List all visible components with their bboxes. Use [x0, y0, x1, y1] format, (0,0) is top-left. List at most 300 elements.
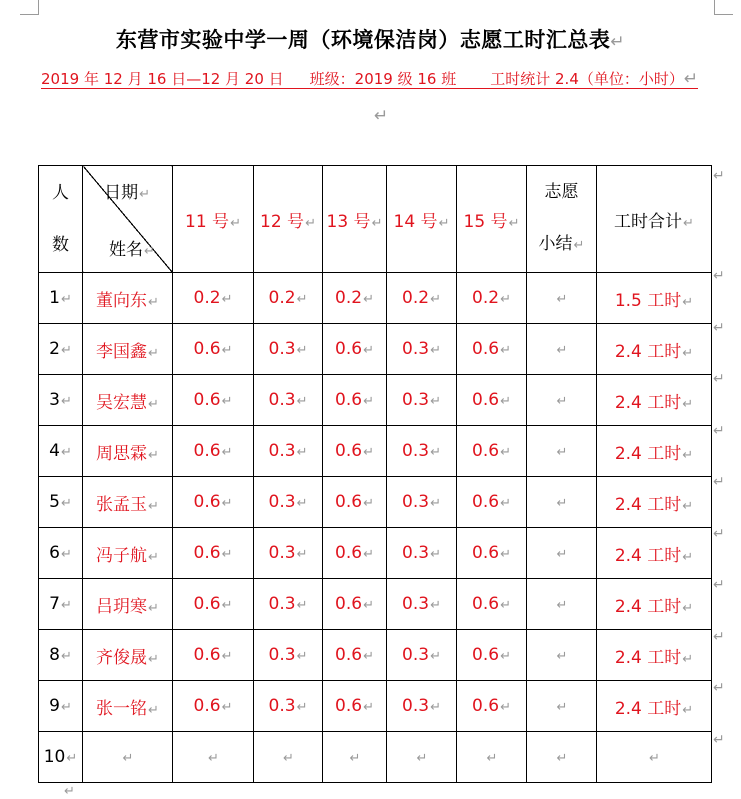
paragraph-mark-icon: ↵ [486, 751, 498, 766]
paragraph-mark-icon: ↵ [556, 496, 568, 511]
student-name: 冯子航 [96, 545, 148, 566]
row-end-mark-icon: ↵ [713, 577, 725, 593]
class-label: 班级：2019 级 16 班 [309, 70, 457, 88]
hours-cell[interactable] [254, 528, 323, 579]
paragraph-mark-icon: ↵ [148, 396, 159, 412]
row-number-cell[interactable] [39, 579, 83, 630]
table-row [39, 630, 712, 681]
hours-value: 0.6 [472, 594, 500, 614]
hours-value: 0.6 [335, 390, 363, 410]
paragraph-mark-icon: ↵ [221, 394, 233, 409]
hours-value: 0.3 [268, 441, 296, 461]
total-cell[interactable] [597, 324, 712, 375]
summary-cell[interactable] [527, 528, 597, 579]
paragraph-mark-icon: ↵ [682, 294, 694, 310]
hours-value: 0.3 [402, 492, 430, 512]
total-value: 2.4 工时 [614, 698, 682, 719]
hours-value: 0.6 [335, 339, 363, 359]
hours-value: 0.3 [402, 594, 430, 614]
day-label: 15 号 [463, 211, 508, 232]
student-name: 吴宏慧 [96, 392, 148, 413]
paragraph-mark-icon: ↵ [500, 394, 511, 409]
paragraph-mark-icon: ↵ [683, 215, 694, 231]
header-total-cell[interactable] [597, 166, 712, 273]
hours-cell[interactable] [254, 630, 323, 681]
date-label: 日期 [104, 183, 139, 203]
paragraph-mark-icon: ↵ [682, 498, 694, 514]
paragraph-mark-icon: ↵ [573, 238, 585, 253]
row-end-mark-icon: ↵ [713, 371, 725, 387]
paragraph-mark-icon: ↵ [683, 69, 699, 89]
paragraph-mark-icon: ↵ [305, 215, 316, 231]
hours-value: 0.6 [335, 543, 363, 563]
hours-cell[interactable] [254, 732, 323, 783]
hours-value: 0.3 [268, 594, 296, 614]
hours-cell[interactable] [323, 324, 387, 375]
hours-value: 0.6 [335, 492, 363, 512]
paragraph-mark-icon: ↵ [60, 649, 72, 664]
row-number: 3 [49, 390, 60, 410]
paragraph-mark-icon: ↵ [208, 751, 219, 766]
paragraph-mark-icon: ↵ [60, 343, 72, 358]
table-row [39, 681, 712, 732]
student-name: 周思霖 [96, 443, 148, 464]
paragraph-mark-icon: ↵ [682, 396, 694, 412]
paragraph-mark-icon: ↵ [139, 187, 150, 202]
row-number-cell[interactable] [39, 681, 83, 732]
paragraph-mark-icon: ↵ [430, 649, 441, 664]
hours-cell[interactable] [387, 579, 457, 630]
header-summary-cell[interactable] [527, 166, 597, 273]
date-range: 2019 年 12 月 16 日—12 月 20 日 [41, 70, 284, 88]
hours-cell[interactable] [254, 579, 323, 630]
hours-value: 0.6 [193, 339, 221, 359]
day-label: 11 号 [185, 211, 230, 232]
hours-cell[interactable] [387, 681, 457, 732]
paragraph-mark-icon: ↵ [556, 598, 568, 613]
hours-cell[interactable] [387, 477, 457, 528]
hours-value: 0.6 [193, 492, 221, 512]
hours-value: 0.6 [335, 696, 363, 716]
hours-value: 0.6 [472, 441, 500, 461]
hours-cell[interactable] [457, 681, 527, 732]
paragraph-mark-icon: ↵ [556, 547, 568, 562]
student-name: 董向东 [96, 290, 148, 311]
document-title[interactable]: 东营市实验中学一周（环境保洁岗）志愿工时汇总表↵ [115, 28, 626, 52]
hours-cell[interactable] [173, 426, 254, 477]
hours-cell[interactable] [173, 579, 254, 630]
paragraph-mark-icon: ↵ [296, 649, 308, 664]
table-row [39, 528, 712, 579]
paragraph-mark-icon: ↵ [148, 498, 159, 514]
hours-value: 0.6 [472, 390, 500, 410]
row-end-mark-icon: ↵ [713, 680, 725, 696]
hours-value: 0.3 [402, 441, 430, 461]
hours-value: 0.3 [402, 543, 430, 563]
hours-cell[interactable] [457, 426, 527, 477]
paragraph-mark-icon: ↵ [60, 292, 72, 307]
row-end-mark-icon: ↵ [713, 525, 725, 542]
student-name-cell[interactable] [83, 477, 173, 528]
summary-cell[interactable] [527, 477, 597, 528]
paragraph-mark-icon: ↵ [363, 649, 374, 664]
hours-cell[interactable] [323, 579, 387, 630]
hours-cell[interactable] [173, 681, 254, 732]
header-day-cell[interactable] [457, 166, 527, 273]
hours-value: 0.3 [268, 390, 296, 410]
table-row [39, 375, 712, 426]
paragraph-mark-icon: ↵ [230, 215, 241, 231]
row-number-cell[interactable] [39, 426, 83, 477]
paragraph-mark-icon: ↵ [148, 447, 159, 463]
paragraph-mark-icon: ↵ [682, 447, 694, 463]
paragraph-mark-icon: ↵ [430, 496, 441, 511]
paragraph-mark-icon: ↵ [283, 751, 294, 766]
row-end-mark-icon: ↵ [713, 731, 725, 748]
paragraph-mark-icon: ↵ [66, 751, 78, 766]
summary-cell[interactable] [527, 630, 597, 681]
row-number: 8 [49, 645, 60, 665]
hours-value: 0.6 [193, 594, 221, 614]
hours-cell[interactable] [173, 324, 254, 375]
hours-cell[interactable] [173, 528, 254, 579]
row-end-mark-icon: ↵ [713, 474, 725, 490]
hours-cell[interactable] [254, 681, 323, 732]
hours-cell[interactable] [173, 477, 254, 528]
summary-cell[interactable] [527, 681, 597, 732]
student-name: 张一铭 [96, 698, 148, 719]
paragraph-mark-icon: ↵ [430, 445, 441, 460]
hours-cell[interactable] [387, 630, 457, 681]
paragraph-mark-icon: ↵ [296, 445, 308, 460]
hours-cell[interactable] [323, 273, 387, 324]
paragraph-mark-icon: ↵ [148, 600, 159, 616]
paragraph-mark-icon: ↵ [296, 547, 308, 562]
hours-cell[interactable] [457, 273, 527, 324]
summary-cell[interactable] [527, 324, 597, 375]
hours-cell[interactable] [323, 375, 387, 426]
row-end-mark-icon: ↵ [713, 319, 725, 336]
paragraph-mark-icon: ↵ [296, 598, 308, 613]
row-end-mark-icon: ↵ [713, 628, 725, 645]
day-label: 14 号 [393, 211, 438, 232]
paragraph-mark-icon: ↵ [363, 292, 374, 307]
hours-cell[interactable] [387, 732, 457, 783]
summary-cell[interactable] [527, 579, 597, 630]
total-value: 2.4 工时 [614, 647, 682, 668]
document-subtitle[interactable] [41, 70, 698, 89]
total-cell[interactable] [597, 426, 712, 477]
paragraph-mark-icon: ↵ [148, 651, 159, 667]
paragraph-mark-icon: ↵ [500, 292, 511, 307]
hours-cell[interactable] [387, 528, 457, 579]
hours-cell[interactable] [323, 732, 387, 783]
student-name-cell[interactable] [83, 579, 173, 630]
hours-value: 0.6 [193, 543, 221, 563]
hours-value: 0.3 [402, 696, 430, 716]
total-cell[interactable] [597, 477, 712, 528]
paragraph-mark-icon: ↵ [221, 343, 233, 358]
hours-value: 0.6 [193, 645, 221, 665]
paragraph-mark-icon: ↵ [296, 394, 308, 409]
hours-cell[interactable] [323, 630, 387, 681]
hours-cell[interactable] [254, 375, 323, 426]
paragraph-mark-icon: ↵ [60, 445, 72, 460]
hours-value: 0.3 [268, 339, 296, 359]
hours-value: 0.6 [472, 543, 500, 563]
paragraph-mark-icon: ↵ [363, 547, 374, 562]
hours-cell[interactable] [457, 732, 527, 783]
row-number: 6 [49, 543, 60, 563]
hours-value: 0.6 [472, 339, 500, 359]
hours-cell[interactable] [457, 477, 527, 528]
row-number: 9 [49, 696, 60, 716]
paragraph-mark-icon: ↵ [296, 496, 308, 511]
name-label: 姓名 [109, 240, 143, 260]
student-name-cell[interactable] [83, 324, 173, 375]
count-label-bottom: 数 [52, 235, 69, 255]
hours-cell[interactable] [173, 273, 254, 324]
header-day-cell[interactable] [387, 166, 457, 273]
page-corner-top-right [714, 0, 733, 15]
hours-value: 0.6 [472, 696, 500, 716]
paragraph-mark-icon: ↵ [221, 547, 233, 562]
paragraph-mark-icon: ↵ [363, 343, 374, 358]
summary-cell[interactable] [527, 426, 597, 477]
hours-cell[interactable] [387, 273, 457, 324]
paragraph-mark-icon: ↵ [363, 496, 374, 511]
header-day-cell[interactable] [173, 166, 254, 273]
total-cell[interactable] [597, 579, 712, 630]
paragraph-mark-icon: ↵ [649, 751, 660, 766]
student-name: 李国鑫 [96, 341, 148, 362]
hours-value: 0.3 [268, 645, 296, 665]
paragraph-mark-icon: ↵ [371, 215, 383, 231]
row-number-cell[interactable] [39, 732, 83, 783]
hours-cell[interactable] [254, 426, 323, 477]
row-number-cell[interactable] [39, 630, 83, 681]
paragraph-mark-icon: ↵ [60, 598, 72, 613]
paragraph-mark-icon: ↵ [556, 649, 568, 664]
paragraph-mark-icon: ↵ [221, 700, 233, 715]
header-diagonal-cell[interactable] [83, 166, 173, 273]
hours-cell[interactable] [323, 528, 387, 579]
hours-cell[interactable] [254, 273, 323, 324]
hours-cell[interactable] [457, 528, 527, 579]
total-value: 2.4 工时 [614, 443, 682, 464]
student-name: 吕玥寒 [96, 596, 148, 617]
paragraph-mark-icon: ↵ [682, 345, 694, 361]
count-label-top: 人 [52, 183, 69, 203]
hours-value: 0.3 [268, 696, 296, 716]
table-row [39, 426, 712, 477]
hours-cell[interactable] [457, 324, 527, 375]
paragraph-mark-icon: ↵ [363, 598, 374, 613]
total-value: 2.4 工时 [614, 392, 682, 413]
paragraph-mark-icon: ↵ [148, 549, 159, 565]
hours-note: 工时统计 2.4（单位：小时） [490, 70, 684, 88]
student-name-cell[interactable] [83, 732, 173, 783]
hours-value: 0.6 [193, 390, 221, 410]
hours-cell[interactable] [387, 426, 457, 477]
paragraph-mark-icon: ↵ [682, 651, 694, 667]
paragraph-mark-icon: ↵ [221, 649, 233, 664]
row-number-cell[interactable] [39, 528, 83, 579]
total-cell[interactable] [597, 732, 712, 783]
row-end-mark-icon: ↵ [713, 268, 725, 284]
total-value: 2.4 工时 [614, 341, 682, 362]
paragraph-mark-icon: ↵ [148, 702, 159, 718]
hours-value: 0.6 [335, 441, 363, 461]
row-number: 2 [49, 339, 60, 359]
row-number-cell[interactable] [39, 273, 83, 324]
hours-value: 0.6 [472, 645, 500, 665]
paragraph-mark-icon: ↵ [500, 700, 511, 715]
total-value: 2.4 工时 [614, 494, 682, 515]
hours-value: 0.3 [402, 339, 430, 359]
hours-cell[interactable] [457, 579, 527, 630]
paragraph-mark-icon: ↵ [430, 394, 441, 409]
paragraph-mark-icon: ↵ [556, 343, 568, 358]
row-number: 4 [49, 441, 60, 461]
paragraph-mark-icon: ↵ [349, 751, 361, 766]
paragraph-mark-icon: ↵ [500, 343, 511, 358]
header-day-cell[interactable] [254, 166, 323, 273]
summary-label-top: 志愿 [544, 182, 579, 202]
paragraph-mark-icon: ↵ [221, 496, 233, 511]
hours-cell[interactable] [387, 324, 457, 375]
hours-value: 0.2 [268, 288, 296, 308]
paragraph-mark-icon: ↵ [363, 700, 374, 715]
paragraph-mark-icon: ↵ [363, 394, 374, 409]
total-value: 2.4 工时 [614, 545, 682, 566]
paragraph-mark-icon: ↵ [148, 345, 159, 361]
summary-cell[interactable] [527, 273, 597, 324]
page-corner-top-left [20, 0, 39, 15]
paragraph-mark-icon: ↵ [430, 700, 441, 715]
paragraph-mark-icon: ↵ [144, 244, 155, 259]
paragraph-mark-icon: ↵ [556, 751, 568, 766]
paragraph-mark-icon: ↵ [508, 215, 520, 231]
student-name-cell[interactable] [83, 375, 173, 426]
student-name-cell[interactable] [83, 273, 173, 324]
paragraph-mark-icon: ↵ [438, 215, 450, 231]
hours-cell[interactable] [457, 375, 527, 426]
paragraph-mark-icon: ↵ [221, 292, 233, 307]
paragraph-mark-icon: ↵ [122, 751, 134, 766]
total-cell[interactable] [597, 273, 712, 324]
student-name-cell[interactable] [83, 681, 173, 732]
hours-table [38, 165, 712, 783]
row-end-mark-icon: ↵ [713, 168, 725, 184]
paragraph-mark-icon: ↵ [374, 106, 389, 126]
paragraph-mark-icon: ↵ [556, 700, 568, 715]
paragraph-mark-icon: ↵ [60, 700, 72, 715]
hours-value: 0.3 [268, 543, 296, 563]
paragraph-mark-icon: ↵ [682, 702, 694, 718]
table-row [39, 579, 712, 630]
paragraph-mark-icon: ↵ [500, 598, 511, 613]
paragraph-mark-icon: ↵ [363, 445, 374, 460]
header-count-cell[interactable] [39, 166, 83, 273]
paragraph-mark-icon: ↵ [296, 343, 308, 358]
paragraph-mark-icon: ↵ [500, 445, 511, 460]
hours-cell[interactable] [173, 630, 254, 681]
student-name-cell[interactable] [83, 630, 173, 681]
table-row [39, 477, 712, 528]
row-number: 7 [49, 594, 60, 614]
hours-value: 0.3 [402, 390, 430, 410]
row-number: 10 [43, 747, 66, 767]
paragraph-mark-icon: ↵ [556, 445, 568, 460]
row-number-cell[interactable] [39, 324, 83, 375]
total-label: 工时合计 [614, 211, 683, 232]
student-name-cell[interactable] [83, 528, 173, 579]
hours-value: 0.2 [472, 288, 500, 308]
paragraph-mark-icon: ↵ [610, 32, 626, 52]
paragraph-mark-icon: ↵ [148, 294, 159, 310]
hours-value: 0.6 [193, 696, 221, 716]
hours-cell[interactable] [323, 681, 387, 732]
paragraph-mark-icon: ↵ [64, 784, 75, 799]
row-end-mark-icon: ↵ [713, 422, 725, 439]
summary-cell[interactable] [527, 732, 597, 783]
total-value: 2.4 工时 [614, 596, 682, 617]
paragraph-mark-icon: ↵ [60, 394, 72, 409]
hours-cell[interactable] [387, 375, 457, 426]
paragraph-mark-icon: ↵ [60, 496, 72, 511]
hours-value: 0.2 [402, 288, 430, 308]
summary-label-bottom: 小结 [538, 234, 573, 254]
hours-cell[interactable] [254, 324, 323, 375]
hours-value: 0.3 [268, 492, 296, 512]
hours-cell[interactable] [173, 375, 254, 426]
hours-cell[interactable] [323, 477, 387, 528]
paragraph-mark-icon: ↵ [682, 600, 694, 616]
student-name: 张孟玉 [96, 494, 148, 515]
hours-value: 0.6 [193, 441, 221, 461]
row-number: 1 [49, 288, 60, 308]
hours-value: 0.6 [335, 645, 363, 665]
hours-value: 0.6 [335, 594, 363, 614]
paragraph-mark-icon: ↵ [430, 547, 441, 562]
row-number-cell[interactable] [39, 375, 83, 426]
hours-value: 0.3 [402, 645, 430, 665]
day-label: 13 号 [326, 211, 371, 232]
hours-value: 0.2 [193, 288, 221, 308]
summary-cell[interactable] [527, 375, 597, 426]
total-cell[interactable] [597, 630, 712, 681]
hours-value: 0.2 [335, 288, 363, 308]
hours-cell[interactable] [254, 477, 323, 528]
hours-cell[interactable] [323, 426, 387, 477]
hours-value: 0.6 [472, 492, 500, 512]
total-cell[interactable] [597, 375, 712, 426]
row-number: 5 [49, 492, 60, 512]
paragraph-mark-icon: ↵ [430, 343, 441, 358]
row-number-cell[interactable] [39, 477, 83, 528]
hours-cell[interactable] [457, 630, 527, 681]
total-cell[interactable] [597, 528, 712, 579]
student-name-cell[interactable] [83, 426, 173, 477]
total-cell[interactable] [597, 681, 712, 732]
table-row [39, 732, 712, 783]
hours-cell[interactable] [173, 732, 254, 783]
header-day-cell[interactable] [323, 166, 387, 273]
paragraph-mark-icon: ↵ [416, 751, 428, 766]
day-label: 12 号 [260, 211, 305, 232]
paragraph-mark-icon: ↵ [556, 292, 568, 307]
